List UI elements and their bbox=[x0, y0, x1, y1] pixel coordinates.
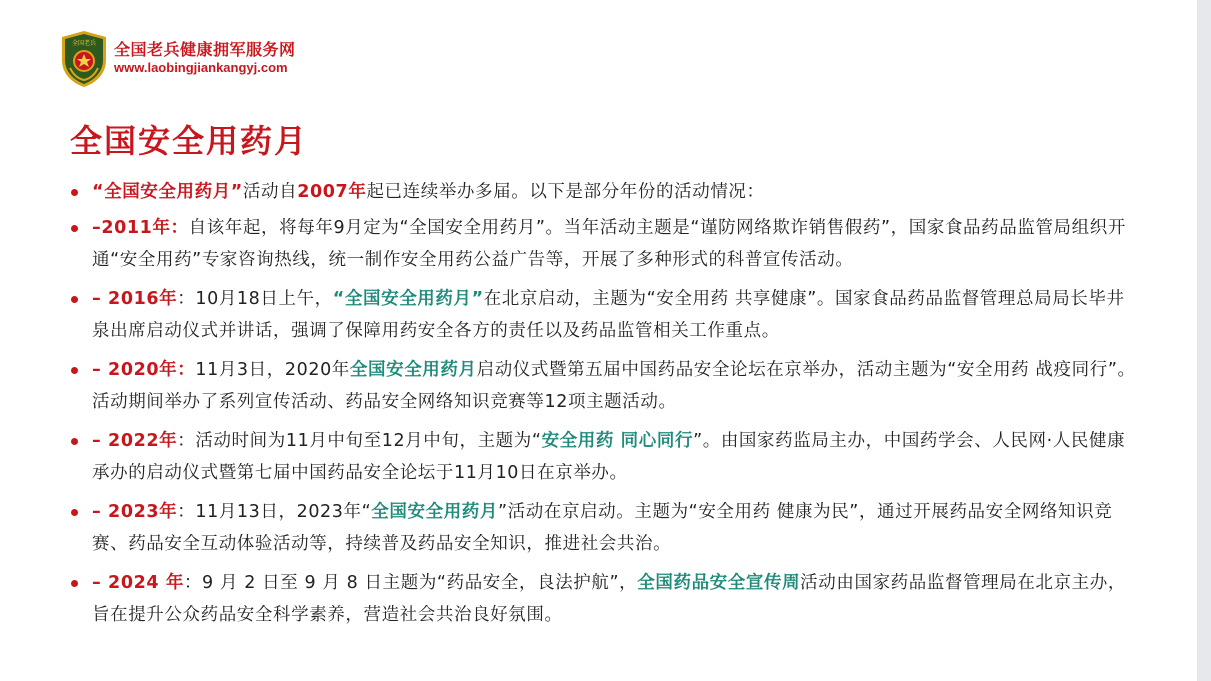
entry-highlight: 安全用药 同心同行 bbox=[541, 431, 694, 451]
year-entries bbox=[70, 212, 1140, 631]
entry-highlight: 全国安全用药月 bbox=[371, 502, 498, 522]
entry-text: ”活动在京启动。主题为“安全用药 健康为民”，通过开展药品安全网络知识竞赛、药品安全互动体验活动等，持续普及药品安全知识，推进社会共治。 bbox=[92, 502, 1113, 554]
year-entry bbox=[70, 496, 1140, 560]
start-year: 2007年 bbox=[297, 182, 367, 202]
year-entry bbox=[70, 425, 1140, 489]
entry-text: ：9 月 2 日至 9 月 8 日主题为“药品安全，良法护航”， bbox=[183, 573, 638, 593]
entry-text: ：11月13日，2023年“ bbox=[177, 502, 372, 522]
site-logo[interactable] bbox=[60, 30, 360, 90]
year-entry bbox=[70, 567, 1140, 631]
site-url[interactable]: www.laobingjiankangyj.com bbox=[114, 60, 288, 75]
activity-list bbox=[70, 176, 1140, 638]
entry-highlight: “全国安全用药月” bbox=[332, 289, 484, 309]
bullet-dot bbox=[71, 367, 78, 374]
right-edge-bar bbox=[1197, 0, 1211, 681]
intro-text-2: 起已连续举办多届。以下是部分年份的活动情况： bbox=[366, 182, 765, 202]
entry-year: – 2022年 bbox=[92, 431, 178, 451]
emblem-text: 全国老兵 bbox=[71, 40, 97, 47]
bullet-dot bbox=[71, 296, 78, 303]
bullet-dot bbox=[71, 225, 78, 232]
entry-highlight: 全国安全用药月 bbox=[349, 360, 477, 380]
page-title: 全国安全用药月 bbox=[70, 122, 309, 160]
entry-year: – 2024 年 bbox=[92, 573, 184, 593]
entry-text: ”。由国家药监局主办，中国药学会、人民网·人民健康承办的启动仪式暨第七届中国药品安全论坛于11月10日在京举办。 bbox=[92, 431, 1126, 483]
bullet-dot bbox=[71, 580, 78, 587]
campaign-name: “全国安全用药月” bbox=[92, 182, 243, 202]
bullet-dot bbox=[71, 189, 78, 196]
veteran-emblem-icon bbox=[60, 30, 108, 88]
entry-year: – 2016年 bbox=[92, 289, 178, 309]
bullet-dot bbox=[71, 509, 78, 516]
entry-text: 在北京启动，主题为“安全用药 共享健康”。国家食品药品监督管理总局局长毕井泉出席启动仪式并讲话，强调了保障用药安全各方的责任以及药品监管相关工作重点。 bbox=[92, 289, 1125, 341]
entry-text: 启动仪式暨第五届中国药品安全论坛在京举办，活动主题为“安全用药 战疫同行”。活动期间举办了系列宣传活动、药品安全网络知识竞赛等12项主题活动。 bbox=[92, 360, 1136, 412]
entry-year: –2011年： bbox=[92, 218, 189, 238]
entry-text: 活动由国家药品监督管理局在北京主办，旨在提升公众药品安全科学素养，营造社会共治良好氛围。 bbox=[92, 573, 1126, 625]
intro-item bbox=[70, 176, 1140, 208]
entry-text: 自该年起，将每年9月定为“全国安全用药月”。当年活动主题是“谨防网络欺诈销售假药”，国家食品药品监管局组织开通“安全用药”专家咨询热线，统一制作安全用药公益广告等，开展了多种形式的科普宣传活动。 bbox=[92, 218, 1126, 270]
intro-text-1: 活动自 bbox=[242, 182, 298, 202]
bullet-dot bbox=[71, 438, 78, 445]
year-entry bbox=[70, 212, 1140, 276]
entry-year: – 2023年 bbox=[92, 502, 178, 522]
entry-highlight: 全国药品安全宣传周 bbox=[637, 573, 801, 593]
entry-text: ：10月18日上午， bbox=[177, 289, 333, 309]
year-entry bbox=[70, 283, 1140, 347]
entry-year: – 2020年： bbox=[92, 360, 196, 380]
year-entry bbox=[70, 354, 1140, 418]
site-name: 全国老兵健康拥军服务网 bbox=[114, 40, 296, 59]
entry-text: ：活动时间为11月中旬至12月中旬，主题为“ bbox=[177, 431, 542, 451]
entry-text: 11月3日，2020年 bbox=[195, 360, 350, 380]
